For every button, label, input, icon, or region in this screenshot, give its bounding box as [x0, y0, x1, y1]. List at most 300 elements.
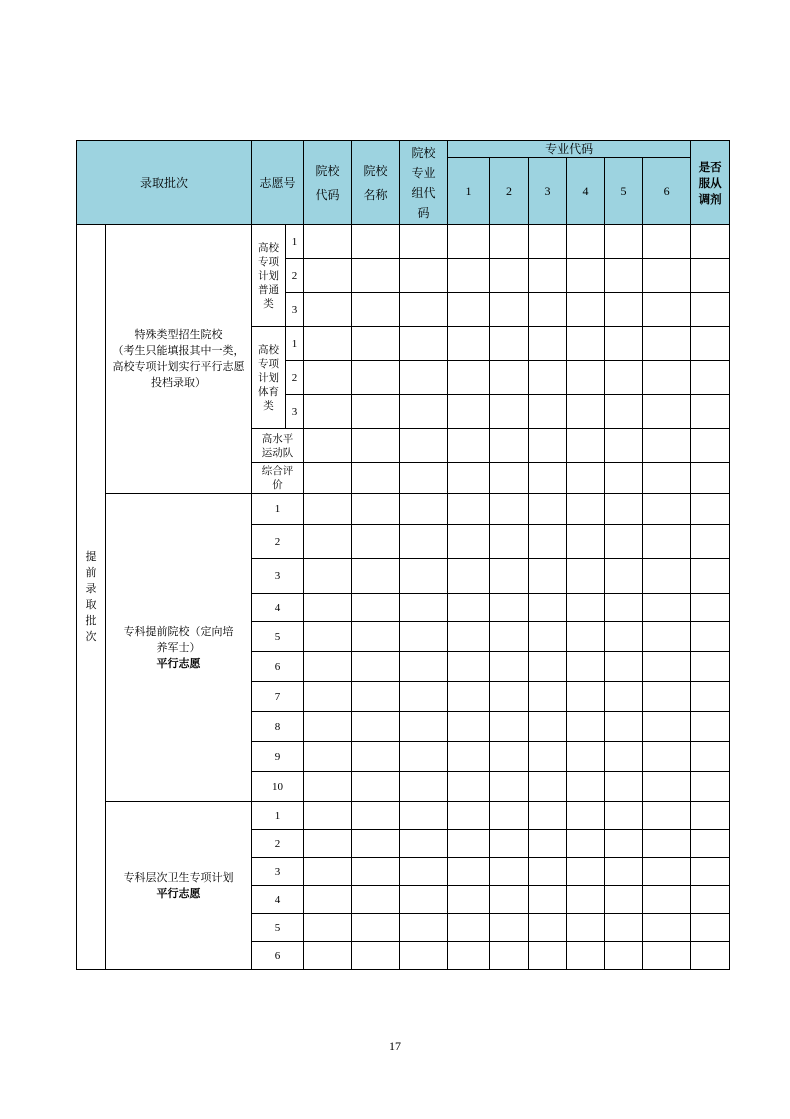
header-wish-no — [252, 141, 304, 225]
input-cell[interactable] — [448, 494, 490, 525]
input-cell[interactable] — [567, 259, 605, 293]
input-cell[interactable] — [490, 682, 529, 712]
input-cell[interactable] — [352, 395, 400, 429]
wish-number: 8 — [252, 712, 304, 742]
input-cell[interactable] — [691, 293, 730, 327]
input-cell[interactable] — [304, 395, 352, 429]
input-cell[interactable] — [605, 259, 643, 293]
input-cell[interactable] — [529, 259, 567, 293]
input-cell[interactable] — [400, 259, 448, 293]
input-cell[interactable] — [643, 429, 691, 463]
input-cell[interactable] — [529, 830, 567, 858]
input-cell[interactable] — [529, 858, 567, 886]
input-cell[interactable] — [605, 327, 643, 361]
input-cell[interactable] — [490, 914, 529, 942]
input-cell[interactable] — [643, 802, 691, 830]
input-cell[interactable] — [529, 559, 567, 594]
input-cell[interactable] — [490, 525, 529, 559]
input-cell[interactable] — [448, 942, 490, 970]
input-cell[interactable] — [448, 712, 490, 742]
input-cell[interactable] — [567, 942, 605, 970]
input-cell[interactable] — [567, 682, 605, 712]
input-cell[interactable] — [529, 682, 567, 712]
input-cell[interactable] — [529, 429, 567, 463]
input-cell[interactable] — [529, 494, 567, 525]
major-col-4: 4 — [567, 158, 605, 225]
input-cell[interactable] — [567, 622, 605, 652]
row-label-text: 综合评价 — [261, 465, 294, 491]
input-cell[interactable] — [352, 494, 400, 525]
input-cell[interactable] — [304, 858, 352, 886]
input-cell[interactable] — [400, 395, 448, 429]
input-cell[interactable] — [691, 622, 730, 652]
input-cell[interactable] — [448, 525, 490, 559]
header-batch — [77, 141, 252, 225]
input-cell[interactable] — [304, 712, 352, 742]
input-cell[interactable] — [352, 652, 400, 682]
input-cell[interactable] — [490, 772, 529, 802]
input-cell[interactable] — [691, 361, 730, 395]
input-cell[interactable] — [643, 259, 691, 293]
input-cell[interactable] — [643, 772, 691, 802]
input-cell[interactable] — [529, 772, 567, 802]
input-cell[interactable] — [529, 594, 567, 622]
input-cell[interactable] — [304, 225, 352, 259]
input-cell[interactable] — [691, 395, 730, 429]
input-cell[interactable] — [304, 293, 352, 327]
input-cell[interactable] — [691, 594, 730, 622]
major-col-5: 5 — [605, 158, 643, 225]
input-cell[interactable] — [567, 494, 605, 525]
input-cell[interactable] — [352, 942, 400, 970]
input-cell[interactable] — [605, 830, 643, 858]
input-cell[interactable] — [691, 886, 730, 914]
wish-number: 3 — [286, 395, 304, 429]
wish-number: 10 — [252, 772, 304, 802]
form-row — [77, 494, 730, 525]
input-cell[interactable] — [448, 225, 490, 259]
input-cell[interactable] — [304, 622, 352, 652]
major-col-3: 3 — [529, 158, 567, 225]
header-school-code — [304, 141, 352, 225]
input-cell[interactable] — [529, 802, 567, 830]
input-cell[interactable] — [643, 494, 691, 525]
input-cell[interactable] — [400, 559, 448, 594]
input-cell[interactable] — [352, 463, 400, 494]
input-cell[interactable] — [400, 772, 448, 802]
input-cell[interactable] — [567, 858, 605, 886]
input-cell[interactable] — [643, 830, 691, 858]
input-cell[interactable] — [352, 361, 400, 395]
input-cell[interactable] — [567, 652, 605, 682]
input-cell[interactable] — [400, 225, 448, 259]
input-cell[interactable] — [490, 494, 529, 525]
input-cell[interactable] — [691, 525, 730, 559]
input-cell[interactable] — [490, 802, 529, 830]
wish-number: 2 — [252, 525, 304, 559]
input-cell[interactable] — [691, 858, 730, 886]
input-cell[interactable] — [605, 942, 643, 970]
input-cell[interactable] — [643, 652, 691, 682]
input-cell[interactable] — [352, 429, 400, 463]
input-cell[interactable] — [448, 622, 490, 652]
input-cell[interactable] — [400, 622, 448, 652]
wish-number: 1 — [286, 327, 304, 361]
input-cell[interactable] — [400, 830, 448, 858]
input-cell[interactable] — [605, 742, 643, 772]
input-cell[interactable] — [490, 652, 529, 682]
wish-number: 1 — [252, 802, 304, 830]
input-cell[interactable] — [490, 622, 529, 652]
input-cell[interactable] — [567, 559, 605, 594]
input-cell[interactable] — [448, 830, 490, 858]
input-cell[interactable] — [691, 830, 730, 858]
input-cell[interactable] — [529, 652, 567, 682]
early-batch-label — [77, 225, 106, 970]
input-cell[interactable] — [400, 594, 448, 622]
subgroup-label — [252, 225, 286, 327]
input-cell[interactable] — [691, 914, 730, 942]
input-cell[interactable] — [304, 259, 352, 293]
subgroup-text: 高校专项计划普通类 — [258, 241, 280, 310]
input-cell[interactable] — [567, 886, 605, 914]
wish-number: 5 — [252, 914, 304, 942]
input-cell[interactable] — [643, 858, 691, 886]
special-type-note: （考生只能填报其中一类，高校专项计划实行平行志愿投档录取） — [112, 344, 245, 389]
input-cell[interactable] — [691, 259, 730, 293]
input-cell[interactable] — [643, 742, 691, 772]
input-cell[interactable] — [567, 293, 605, 327]
input-cell[interactable] — [304, 830, 352, 858]
input-cell[interactable] — [304, 327, 352, 361]
input-cell[interactable] — [352, 830, 400, 858]
input-cell[interactable] — [691, 494, 730, 525]
input-cell[interactable] — [352, 293, 400, 327]
input-cell[interactable] — [448, 914, 490, 942]
input-cell[interactable] — [643, 886, 691, 914]
input-cell[interactable] — [400, 293, 448, 327]
input-cell[interactable] — [304, 742, 352, 772]
header-school-name-label: 院校名称 — [363, 163, 388, 202]
row-label-text: 高水平运动队 — [261, 432, 294, 459]
input-cell[interactable] — [448, 858, 490, 886]
input-cell[interactable] — [529, 525, 567, 559]
wish-number: 1 — [286, 225, 304, 259]
input-cell[interactable] — [400, 429, 448, 463]
input-cell[interactable] — [529, 327, 567, 361]
input-cell[interactable] — [490, 429, 529, 463]
input-cell[interactable] — [529, 463, 567, 494]
input-cell[interactable] — [448, 429, 490, 463]
input-cell[interactable] — [567, 830, 605, 858]
major-col-2: 2 — [490, 158, 529, 225]
input-cell[interactable] — [643, 361, 691, 395]
input-cell[interactable] — [304, 772, 352, 802]
input-cell[interactable] — [352, 742, 400, 772]
wish-number: 9 — [252, 742, 304, 772]
input-cell[interactable] — [567, 594, 605, 622]
input-cell[interactable] — [567, 463, 605, 494]
input-cell[interactable] — [643, 622, 691, 652]
major-col-6: 6 — [643, 158, 691, 225]
wish-number: 2 — [252, 830, 304, 858]
wish-number: 7 — [252, 682, 304, 712]
input-cell[interactable] — [400, 914, 448, 942]
input-cell[interactable] — [352, 525, 400, 559]
wish-number: 2 — [286, 259, 304, 293]
high-level-team — [252, 429, 304, 463]
input-cell[interactable] — [643, 942, 691, 970]
input-cell[interactable] — [490, 594, 529, 622]
input-cell[interactable] — [605, 494, 643, 525]
input-cell[interactable] — [529, 914, 567, 942]
input-cell[interactable] — [567, 225, 605, 259]
input-cell[interactable] — [304, 682, 352, 712]
input-cell[interactable] — [448, 652, 490, 682]
input-cell[interactable] — [490, 327, 529, 361]
input-cell[interactable] — [490, 830, 529, 858]
input-cell[interactable] — [448, 802, 490, 830]
input-cell[interactable] — [529, 886, 567, 914]
input-cell[interactable] — [691, 559, 730, 594]
input-cell[interactable] — [605, 802, 643, 830]
input-cell[interactable] — [691, 327, 730, 361]
input-cell[interactable] — [529, 361, 567, 395]
special-type-title: 特殊类型招生院校 — [134, 328, 223, 341]
input-cell[interactable] — [490, 395, 529, 429]
wish-number: 5 — [252, 622, 304, 652]
input-cell[interactable] — [448, 395, 490, 429]
input-cell[interactable] — [605, 772, 643, 802]
input-cell[interactable] — [691, 682, 730, 712]
input-cell[interactable] — [448, 772, 490, 802]
header-school-code-label: 院校代码 — [315, 163, 340, 202]
input-cell[interactable] — [352, 225, 400, 259]
input-cell[interactable] — [490, 942, 529, 970]
input-cell[interactable] — [400, 712, 448, 742]
wish-number: 4 — [252, 594, 304, 622]
input-cell[interactable] — [567, 395, 605, 429]
junior-military-label — [106, 494, 252, 802]
input-cell[interactable] — [605, 712, 643, 742]
input-cell[interactable] — [605, 858, 643, 886]
input-cell[interactable] — [304, 361, 352, 395]
input-cell[interactable] — [400, 463, 448, 494]
input-cell[interactable] — [400, 525, 448, 559]
input-cell[interactable] — [352, 858, 400, 886]
input-cell[interactable] — [605, 225, 643, 259]
input-cell[interactable] — [352, 259, 400, 293]
input-cell[interactable] — [490, 463, 529, 494]
input-cell[interactable] — [567, 327, 605, 361]
input-cell[interactable] — [605, 293, 643, 327]
input-cell[interactable] — [567, 742, 605, 772]
input-cell[interactable] — [567, 525, 605, 559]
input-cell[interactable] — [304, 914, 352, 942]
input-cell[interactable] — [605, 525, 643, 559]
input-cell[interactable] — [643, 594, 691, 622]
input-cell[interactable] — [304, 525, 352, 559]
wish-number: 6 — [252, 652, 304, 682]
health-plan-label — [106, 802, 252, 970]
input-cell[interactable] — [643, 559, 691, 594]
input-cell[interactable] — [490, 858, 529, 886]
header-batch-label: 录取批次 — [140, 175, 189, 190]
input-cell[interactable] — [691, 463, 730, 494]
health-plan-title: 专科层次卫生专项计划 — [123, 870, 234, 884]
form-row — [77, 225, 730, 259]
input-cell[interactable] — [643, 225, 691, 259]
input-cell[interactable] — [691, 225, 730, 259]
input-cell[interactable] — [304, 463, 352, 494]
input-cell[interactable] — [304, 494, 352, 525]
input-cell[interactable] — [605, 361, 643, 395]
input-cell[interactable] — [400, 652, 448, 682]
input-cell[interactable] — [448, 886, 490, 914]
input-cell[interactable] — [352, 914, 400, 942]
input-cell[interactable] — [605, 559, 643, 594]
input-cell[interactable] — [304, 652, 352, 682]
input-cell[interactable] — [691, 742, 730, 772]
input-cell[interactable] — [400, 327, 448, 361]
input-cell[interactable] — [352, 327, 400, 361]
input-cell[interactable] — [643, 712, 691, 742]
input-cell[interactable] — [567, 802, 605, 830]
input-cell[interactable] — [605, 395, 643, 429]
input-cell[interactable] — [400, 858, 448, 886]
input-cell[interactable] — [529, 742, 567, 772]
header-major-code — [448, 141, 691, 158]
input-cell[interactable] — [567, 429, 605, 463]
input-cell[interactable] — [490, 886, 529, 914]
input-cell[interactable] — [529, 293, 567, 327]
input-cell[interactable] — [605, 886, 643, 914]
input-cell[interactable] — [490, 259, 529, 293]
special-type-label — [106, 225, 252, 494]
header-wish-no-label: 志愿号 — [259, 175, 296, 190]
input-cell[interactable] — [352, 886, 400, 914]
input-cell[interactable] — [400, 886, 448, 914]
input-cell[interactable] — [605, 429, 643, 463]
input-cell[interactable] — [643, 293, 691, 327]
input-cell[interactable] — [400, 742, 448, 772]
input-cell[interactable] — [605, 652, 643, 682]
input-cell[interactable] — [605, 594, 643, 622]
input-cell[interactable] — [448, 594, 490, 622]
input-cell[interactable] — [529, 395, 567, 429]
comprehensive-evaluation — [252, 463, 304, 494]
input-cell[interactable] — [567, 772, 605, 802]
input-cell[interactable] — [490, 559, 529, 594]
header-adjust-label: 是否服从调剂 — [698, 159, 722, 206]
early-batch-text: 提前录取批次 — [85, 550, 97, 643]
input-cell[interactable] — [529, 942, 567, 970]
input-cell[interactable] — [304, 594, 352, 622]
input-cell[interactable] — [304, 802, 352, 830]
input-cell[interactable] — [605, 622, 643, 652]
input-cell[interactable] — [567, 914, 605, 942]
input-cell[interactable] — [490, 712, 529, 742]
input-cell[interactable] — [529, 225, 567, 259]
input-cell[interactable] — [352, 622, 400, 652]
wish-number: 2 — [286, 361, 304, 395]
input-cell[interactable] — [448, 259, 490, 293]
wish-number: 1 — [252, 494, 304, 525]
input-cell[interactable] — [352, 594, 400, 622]
input-cell[interactable] — [352, 772, 400, 802]
input-cell[interactable] — [643, 525, 691, 559]
input-cell[interactable] — [400, 361, 448, 395]
input-cell[interactable] — [691, 802, 730, 830]
wish-number: 3 — [286, 293, 304, 327]
input-cell[interactable] — [304, 429, 352, 463]
input-cell[interactable] — [448, 361, 490, 395]
input-cell[interactable] — [448, 559, 490, 594]
input-cell[interactable] — [490, 225, 529, 259]
parallel-label: 平行志愿 — [156, 656, 201, 670]
header-school-name — [352, 141, 400, 225]
input-cell[interactable] — [691, 712, 730, 742]
input-cell[interactable] — [352, 682, 400, 712]
form-row — [77, 802, 730, 830]
input-cell[interactable] — [352, 559, 400, 594]
input-cell[interactable] — [448, 327, 490, 361]
input-cell[interactable] — [691, 942, 730, 970]
input-cell[interactable] — [304, 942, 352, 970]
input-cell[interactable] — [691, 772, 730, 802]
major-col-1: 1 — [448, 158, 490, 225]
input-cell[interactable] — [643, 463, 691, 494]
input-cell[interactable] — [448, 742, 490, 772]
input-cell[interactable] — [490, 293, 529, 327]
input-cell[interactable] — [304, 886, 352, 914]
input-cell[interactable] — [605, 682, 643, 712]
input-cell[interactable] — [643, 327, 691, 361]
header-group-code — [400, 141, 448, 225]
input-cell[interactable] — [691, 652, 730, 682]
input-cell[interactable] — [529, 712, 567, 742]
input-cell[interactable] — [567, 361, 605, 395]
wish-number: 6 — [252, 942, 304, 970]
input-cell[interactable] — [352, 712, 400, 742]
input-cell[interactable] — [304, 559, 352, 594]
input-cell[interactable] — [643, 914, 691, 942]
input-cell[interactable] — [490, 742, 529, 772]
input-cell[interactable] — [448, 293, 490, 327]
input-cell[interactable] — [529, 622, 567, 652]
input-cell[interactable] — [643, 682, 691, 712]
junior-military-title: 专科提前院校（定向培养军士） — [123, 624, 234, 654]
input-cell[interactable] — [605, 463, 643, 494]
input-cell[interactable] — [691, 429, 730, 463]
input-cell[interactable] — [567, 712, 605, 742]
input-cell[interactable] — [352, 802, 400, 830]
wish-number: 3 — [252, 858, 304, 886]
wish-number: 3 — [252, 559, 304, 594]
input-cell[interactable] — [448, 682, 490, 712]
input-cell[interactable] — [490, 361, 529, 395]
subgroup-label — [252, 327, 286, 429]
input-cell[interactable] — [643, 395, 691, 429]
input-cell[interactable] — [400, 682, 448, 712]
input-cell[interactable] — [400, 494, 448, 525]
header-major-code-label: 专业代码 — [545, 142, 594, 156]
input-cell[interactable] — [400, 942, 448, 970]
input-cell[interactable] — [400, 802, 448, 830]
input-cell[interactable] — [448, 463, 490, 494]
application-form-table — [76, 140, 730, 970]
input-cell[interactable] — [605, 914, 643, 942]
